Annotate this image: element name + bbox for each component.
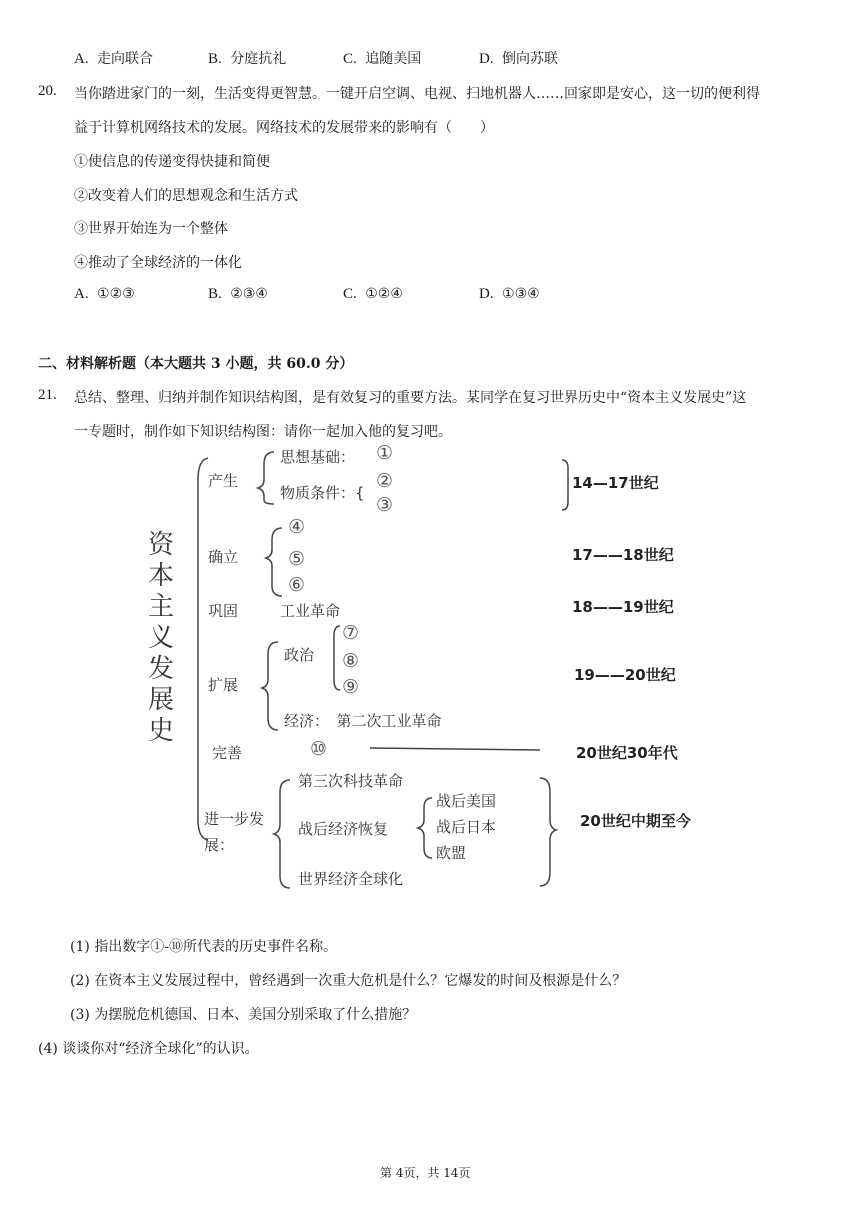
option-letter: D. xyxy=(479,51,494,67)
circle-marker: ⑦ xyxy=(342,622,360,644)
stage-establish: 确立 xyxy=(208,548,239,566)
option-letter: C. xyxy=(343,51,357,67)
stage-produce: 产生 xyxy=(208,472,239,490)
stage-further: 进一步发 xyxy=(204,810,265,828)
option-text: ②③④ xyxy=(230,286,268,302)
q20-option-a xyxy=(74,286,135,303)
option-letter: A. xyxy=(74,51,89,67)
knowledge-structure-diagram xyxy=(140,440,740,900)
circle-marker: ⑨ xyxy=(342,676,360,698)
option-letter: D. xyxy=(479,286,494,302)
q19-option-d xyxy=(479,48,558,68)
statement-item: ④推动了全球经济的一体化 xyxy=(74,255,242,271)
q19-option-b xyxy=(208,48,286,68)
sub-question: (4) 谈谈你对“经济全球化”的认识。 xyxy=(38,1041,259,1057)
section-heading: 二、材料解析题（本大题共 3 小题，共 60.0 分） xyxy=(38,356,354,372)
further-jp: 战后日本 xyxy=(436,818,497,836)
stage-expand: 扩展 xyxy=(208,676,239,694)
stage-further-2: 展： xyxy=(204,836,235,854)
option-text: ①③④ xyxy=(502,286,540,302)
sub-question: (2) 在资本主义发展过程中，曾经遇到一次重大危机是什么？它爆发的时间及根源是什么？ xyxy=(70,973,627,989)
further-third: 第三次科技革命 xyxy=(298,772,404,790)
option-text: 倒向苏联 xyxy=(502,51,559,67)
circle-marker: ⑧ xyxy=(342,650,360,672)
period-label: 20世纪中期至今 xyxy=(580,812,691,830)
circle-marker: ⑥ xyxy=(288,574,306,596)
page-footer: 第 4页，共 14页 xyxy=(380,1166,471,1180)
q20-option-b xyxy=(208,286,268,303)
further-us: 战后美国 xyxy=(436,792,497,810)
q19-option-a xyxy=(74,48,153,68)
option-text: 走向联合 xyxy=(97,51,154,67)
circle-marker: ⑤ xyxy=(288,548,306,570)
option-letter: B. xyxy=(208,51,222,67)
sub-question: (3) 为摆脱危机德国、日本、美国分别采取了什么措施？ xyxy=(70,1007,417,1023)
option-text: 分庭抗礼 xyxy=(230,51,287,67)
question-stem-line: 当你踏进家门的一刻，生活变得更智慧。一键开启空调、电视、扫地机器人……回家即是安心，这一切的便利得 xyxy=(74,86,760,102)
circle-marker: ① xyxy=(376,442,394,464)
option-text: ①②④ xyxy=(365,286,403,302)
option-letter: C. xyxy=(343,286,357,302)
q20-option-d xyxy=(479,286,540,303)
period-label: 14—17世纪 xyxy=(572,474,659,492)
period-label: 18——19世纪 xyxy=(572,598,674,616)
option-letter: A. xyxy=(74,286,89,302)
stage-perfect: 完善 xyxy=(212,744,243,762)
question-number: 21. xyxy=(38,387,57,403)
produce-material: 物质条件：{ xyxy=(280,484,365,502)
sub-question: (1) 指出数字①-⑩所代表的历史事件名称。 xyxy=(70,939,338,955)
circle-marker: ③ xyxy=(376,494,394,516)
q19-option-c xyxy=(343,48,421,68)
diagram-title: 资本主义发展史 xyxy=(147,530,174,746)
stage-consolidate: 巩固 xyxy=(208,602,239,620)
option-text: 追随美国 xyxy=(365,51,422,67)
question-stem-line: 益于计算机网络技术的发展。网络技术的发展带来的影响有（ ） xyxy=(74,120,494,136)
statement-item: ①使信息的传递变得快捷和简便 xyxy=(74,154,270,170)
statement-item: ②改变着人们的思想观念和生活方式 xyxy=(74,188,298,204)
question-number: 20. xyxy=(38,83,57,99)
circle-marker: ② xyxy=(376,470,394,492)
option-text: ①②③ xyxy=(97,286,135,302)
expand-politics: 政治 xyxy=(284,646,315,664)
statement-item: ③世界开始连为一个整体 xyxy=(74,221,228,237)
question-stem-line: 一专题时，制作如下知识结构图：请你一起加入他的复习吧。 xyxy=(74,424,452,440)
period-label: 20世纪30年代 xyxy=(576,744,678,762)
further-recovery: 战后经济恢复 xyxy=(298,820,389,838)
option-letter: B. xyxy=(208,286,222,302)
further-global: 世界经济全球化 xyxy=(298,870,404,888)
consolidate-item: 工业革命 xyxy=(280,602,341,620)
question-stem-line: 总结、整理、归纳并制作知识结构图，是有效复习的重要方法。某同学在复习世界历史中“资本主义发展史”这 xyxy=(74,390,747,406)
period-label: 17——18世纪 xyxy=(572,546,674,564)
period-label: 19——20世纪 xyxy=(574,666,676,684)
circle-marker: ⑩ xyxy=(310,738,328,760)
circle-marker: ④ xyxy=(288,516,306,538)
produce-idea: 思想基础： xyxy=(280,448,356,466)
further-eu: 欧盟 xyxy=(436,844,467,862)
q20-option-c xyxy=(343,286,403,303)
expand-economy: 经济： 第二次工业革命 xyxy=(284,712,442,730)
